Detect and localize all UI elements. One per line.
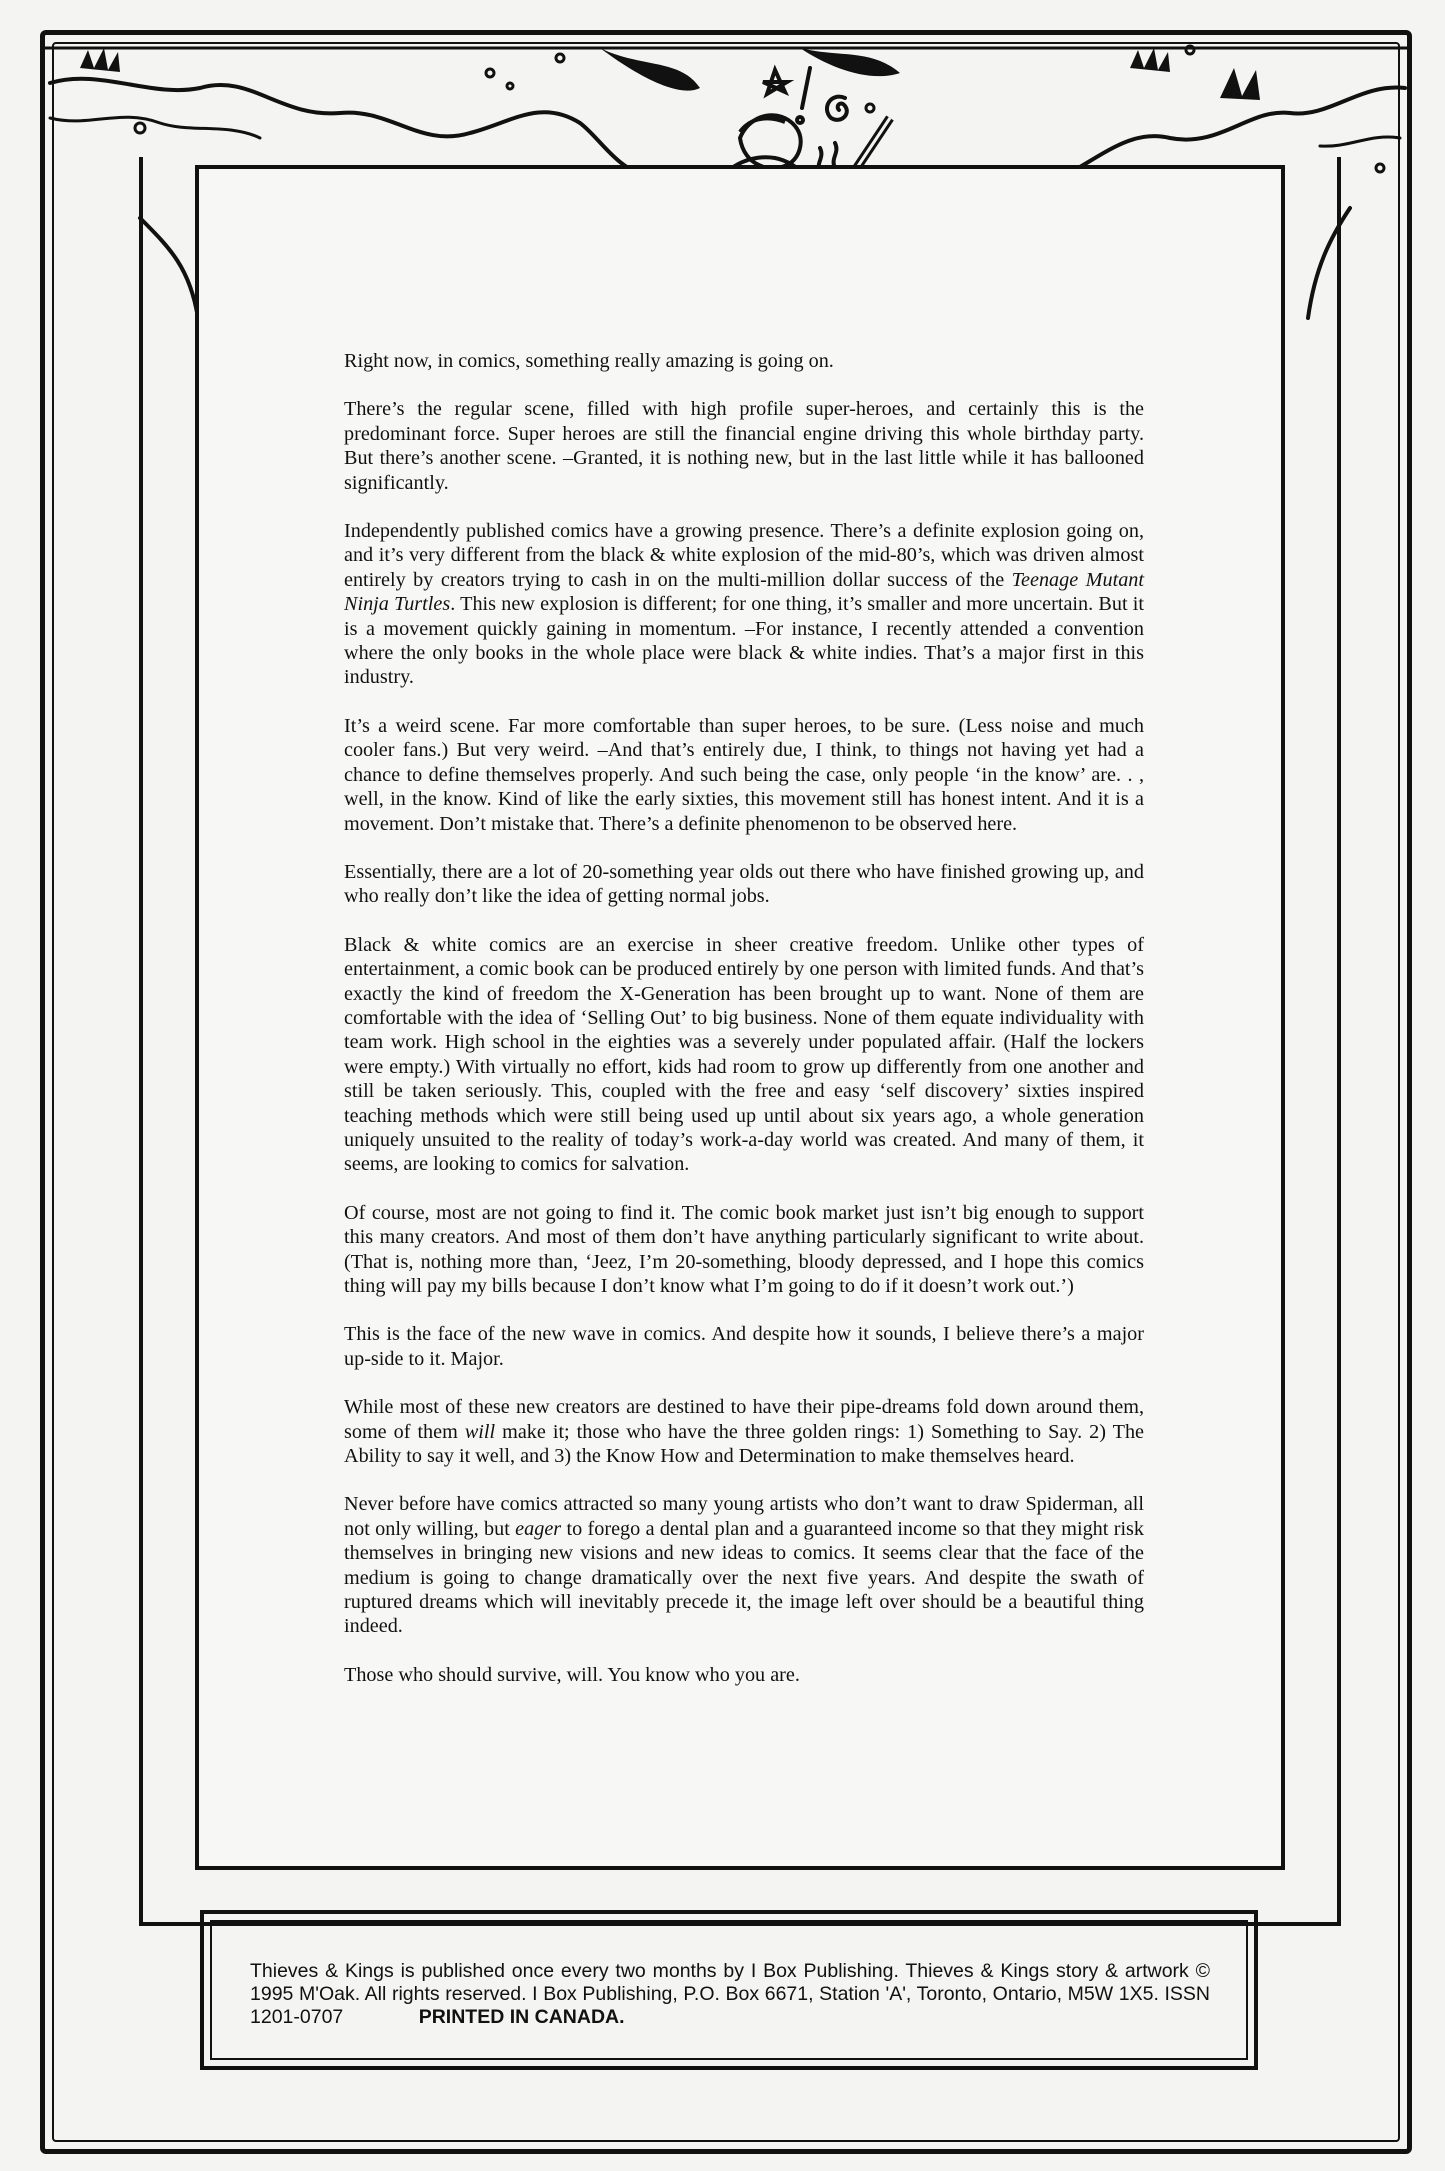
paragraph-text: Those who should survive, will. You know who you are. [344, 1663, 800, 1686]
colophon [250, 1960, 1210, 2029]
paragraph [344, 933, 1144, 1177]
paragraph [344, 860, 1144, 909]
paragraph-text: make it; those who have the three golden rings: 1) Something to Say. 2) The Ability to say it well, and 3) the Know How and Determination to make themselves heard. [344, 1420, 1144, 1468]
colophon-box [200, 1910, 1258, 2070]
colophon-text: Thieves & Kings is published once every two months by I Box Publishing. Thieves & Kings story & artwork © 1995 M'Oak. All rights reserved. I Box Publishing, P.O. Box 6671, Station 'A', Toronto, Ontario, M5W 1X5. ISSN 1201-0707 [250, 1960, 1210, 2028]
emphasis: will [464, 1420, 496, 1443]
paragraph [344, 1322, 1144, 1371]
paragraph [344, 1663, 1144, 1687]
paragraph [344, 1395, 1144, 1468]
article-panel [195, 165, 1285, 1870]
paragraph-text: This is the face of the new wave in comics. And despite how it sounds, I believe there’s a major up-side to it. Major. [344, 1323, 1144, 1370]
paragraph [344, 349, 1144, 373]
paragraph-text: Essentially, there are a lot of 20-something year olds out there who have finished growing up, and who really don’t like the idea of getting normal jobs. [344, 860, 1144, 908]
paragraph [344, 1492, 1144, 1638]
paragraph-text: Black & white comics are an exercise in sheer creative freedom. Unlike other types of entertainment, a comic book can be produced entirely by one person with limited funds. And that’s exactly the kind of freedom the X-Generation has been brought up to want. None of them are comfortable with the idea of ‘Selling Out’ to big business. None of them equate individuality with team work. High school in the eighties was a severely under populated affair. (Half the lockers were empty.) With virtually no effort, kids had room to grow up differently from one another and still be taken seriously. This, coupled with the free and easy ‘self discovery’ sixties inspired teaching methods which were still being used up until about six years ago, a whole generation uniquely unsuited to the reality of today’s work-a-day world was created. And many of them, it seems, are looking to comics for salvation. [344, 933, 1144, 1176]
paragraph [344, 397, 1144, 495]
paragraph-text: It’s a weird scene. Far more comfortable than super heroes, to be sure. (Less noise and much cooler fans.) But very weird. –And that’s entirely due, I think, to things not having yet had a chance to define themselves properly. And such being the case, only people ‘in the know’ are. . , well, in the know. Kind of like the early sixties, this movement still has honest intent. And it is a movement. Don’t mistake that. There’s a definite phenomenon to be observed here. [344, 714, 1144, 835]
paragraph-text: While most of these new creators are destined to have their pipe-dreams fold down around them, some of them [344, 1396, 1144, 1443]
paragraph-text: Independently published comics have a growing presence. There’s a definite explosion going on, and it’s very different from the black & white explosion of the mid-80’s, which was driven almost entirely by creators trying to cash in on the multi-million dollar success of the [344, 520, 1144, 591]
paragraph-text: Never before have comics attracted so many young artists who don’t want to draw Spiderman, all not only willing, but [344, 1493, 1144, 1540]
paragraph-text: Of course, most are not going to find it. The comic book market just isn’t big enough to support this many creators. And most of them don’t have anything particularly significant to write about. (That is, nothing more than, ‘Jeez, I’m 20-something, bloody depressed, and I hope this comics thing will pay my bills because I don’t know what I’m going to do if it doesn’t work out.’) [344, 1201, 1144, 1297]
paragraph-text: to forego a dental plan and a guaranteed income so that they might risk themselves in bringing new visions and new ideas to comics. It seems clear that the face of the medium is going to change dramatically over the next five years. And despite the swath of ruptured dreams which will inevitably precede it, the image left over should be a beautiful thing indeed. [344, 1517, 1145, 1638]
paragraph [344, 1201, 1144, 1299]
article-body [344, 349, 1144, 1711]
book-title: Teenage Mutant Ninja Turtles [344, 568, 1144, 616]
paragraph [344, 714, 1144, 836]
printed-in-label: PRINTED IN CANADA. [418, 2006, 625, 2028]
emphasis: eager [515, 1517, 562, 1540]
paragraph [344, 519, 1144, 690]
paragraph-text: There’s the regular scene, filled with high profile super-heroes, and certainly this is the predominant force. Super heroes are still the financial engine driving this whole birthday party. But there’s another scene. –Granted, it is nothing new, but in the last little while it has ballooned significantly. [344, 398, 1144, 494]
paragraph-text: . This new explosion is different; for one thing, it’s smaller and more uncertain. But it is a movement quickly gaining in momentum. –For instance, I recently attended a convention where the only books in the whole place were black & white indies. That’s a major first in this industry. [344, 593, 1145, 689]
paragraph-text: Right now, in comics, something really amazing is going on. [344, 350, 834, 372]
